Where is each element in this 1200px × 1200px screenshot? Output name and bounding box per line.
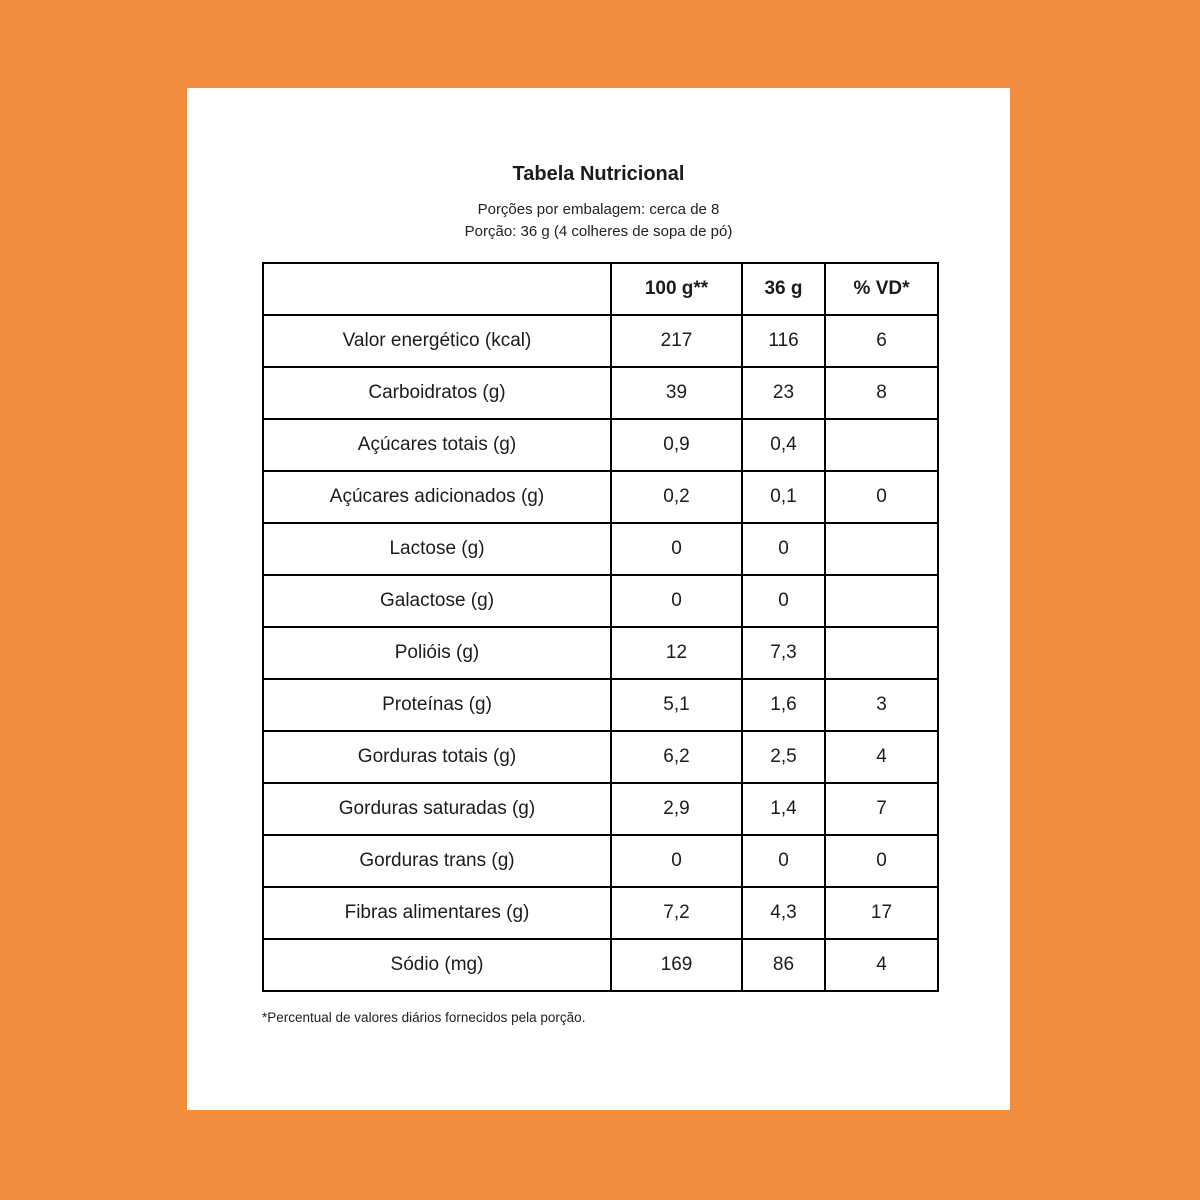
value-vd: 0 xyxy=(825,471,938,523)
value-36g: 7,3 xyxy=(742,627,825,679)
nutrient-label: Galactose (g) xyxy=(263,575,611,627)
value-36g: 0 xyxy=(742,835,825,887)
value-100g: 0,9 xyxy=(611,419,742,471)
servings-per-package: Porções por embalagem: cerca de 8 xyxy=(477,201,720,218)
value-36g: 0,1 xyxy=(742,471,825,523)
value-vd xyxy=(825,523,938,575)
nutrient-label: Gorduras totais (g) xyxy=(263,731,611,783)
serving-info xyxy=(187,199,1010,243)
value-100g: 6,2 xyxy=(611,731,742,783)
value-vd: 17 xyxy=(825,887,938,939)
value-vd: 0 xyxy=(825,835,938,887)
value-100g: 7,2 xyxy=(611,887,742,939)
value-36g: 1,4 xyxy=(742,783,825,835)
value-36g: 0 xyxy=(742,575,825,627)
table-row-proteinas xyxy=(263,679,938,731)
value-100g: 0 xyxy=(611,835,742,887)
table-row-fibras xyxy=(263,887,938,939)
value-36g: 4,3 xyxy=(742,887,825,939)
nutrient-label: Polióis (g) xyxy=(263,627,611,679)
value-100g: 169 xyxy=(611,939,742,991)
value-100g: 0 xyxy=(611,523,742,575)
table-row-acucares-totais xyxy=(263,419,938,471)
value-100g: 39 xyxy=(611,367,742,419)
table-header-row xyxy=(263,263,938,315)
table-row-valor-energetico xyxy=(263,315,938,367)
nutrient-label: Açúcares totais (g) xyxy=(263,419,611,471)
value-vd xyxy=(825,419,938,471)
nutrition-label-card xyxy=(187,88,1010,1110)
header-per-serving: 36 g xyxy=(742,263,825,315)
table-row-lactose xyxy=(263,523,938,575)
nutrition-table xyxy=(262,262,939,992)
table-row-galactose xyxy=(263,575,938,627)
nutrient-label: Proteínas (g) xyxy=(263,679,611,731)
header-percent-dv: % VD* xyxy=(825,263,938,315)
header-per-100g: 100 g** xyxy=(611,263,742,315)
serving-size: Porção: 36 g (4 colheres de sopa de pó) xyxy=(464,223,733,240)
nutrient-label: Gorduras trans (g) xyxy=(263,835,611,887)
table-row-gorduras-saturadas xyxy=(263,783,938,835)
value-vd: 4 xyxy=(825,939,938,991)
table-row-poliois xyxy=(263,627,938,679)
value-36g: 116 xyxy=(742,315,825,367)
value-36g: 23 xyxy=(742,367,825,419)
header-empty-cell xyxy=(263,263,611,315)
value-vd xyxy=(825,575,938,627)
nutrient-label: Açúcares adicionados (g) xyxy=(263,471,611,523)
table-row-acucares-adicionados xyxy=(263,471,938,523)
value-vd: 6 xyxy=(825,315,938,367)
value-36g: 1,6 xyxy=(742,679,825,731)
value-36g: 0 xyxy=(742,523,825,575)
value-100g: 0 xyxy=(611,575,742,627)
value-36g: 2,5 xyxy=(742,731,825,783)
value-vd: 3 xyxy=(825,679,938,731)
nutrient-label: Valor energético (kcal) xyxy=(263,315,611,367)
value-vd: 8 xyxy=(825,367,938,419)
nutrient-label: Sódio (mg) xyxy=(263,939,611,991)
value-100g: 217 xyxy=(611,315,742,367)
table-body xyxy=(263,315,938,991)
value-36g: 0,4 xyxy=(742,419,825,471)
value-vd: 4 xyxy=(825,731,938,783)
table-row-gorduras-trans xyxy=(263,835,938,887)
nutrient-label: Gorduras saturadas (g) xyxy=(263,783,611,835)
page-title: Tabela Nutricional xyxy=(512,163,685,185)
value-vd: 7 xyxy=(825,783,938,835)
value-100g: 2,9 xyxy=(611,783,742,835)
table-row-gorduras-totais xyxy=(263,731,938,783)
nutrient-label: Fibras alimentares (g) xyxy=(263,887,611,939)
value-100g: 12 xyxy=(611,627,742,679)
value-vd xyxy=(825,627,938,679)
table-row-carboidratos xyxy=(263,367,938,419)
value-100g: 0,2 xyxy=(611,471,742,523)
nutrient-label: Lactose (g) xyxy=(263,523,611,575)
daily-value-footnote: *Percentual de valores diários fornecidos pela porção. xyxy=(262,1010,586,1025)
value-36g: 86 xyxy=(742,939,825,991)
table-row-sodio xyxy=(263,939,938,991)
value-100g: 5,1 xyxy=(611,679,742,731)
nutrient-label: Carboidratos (g) xyxy=(263,367,611,419)
